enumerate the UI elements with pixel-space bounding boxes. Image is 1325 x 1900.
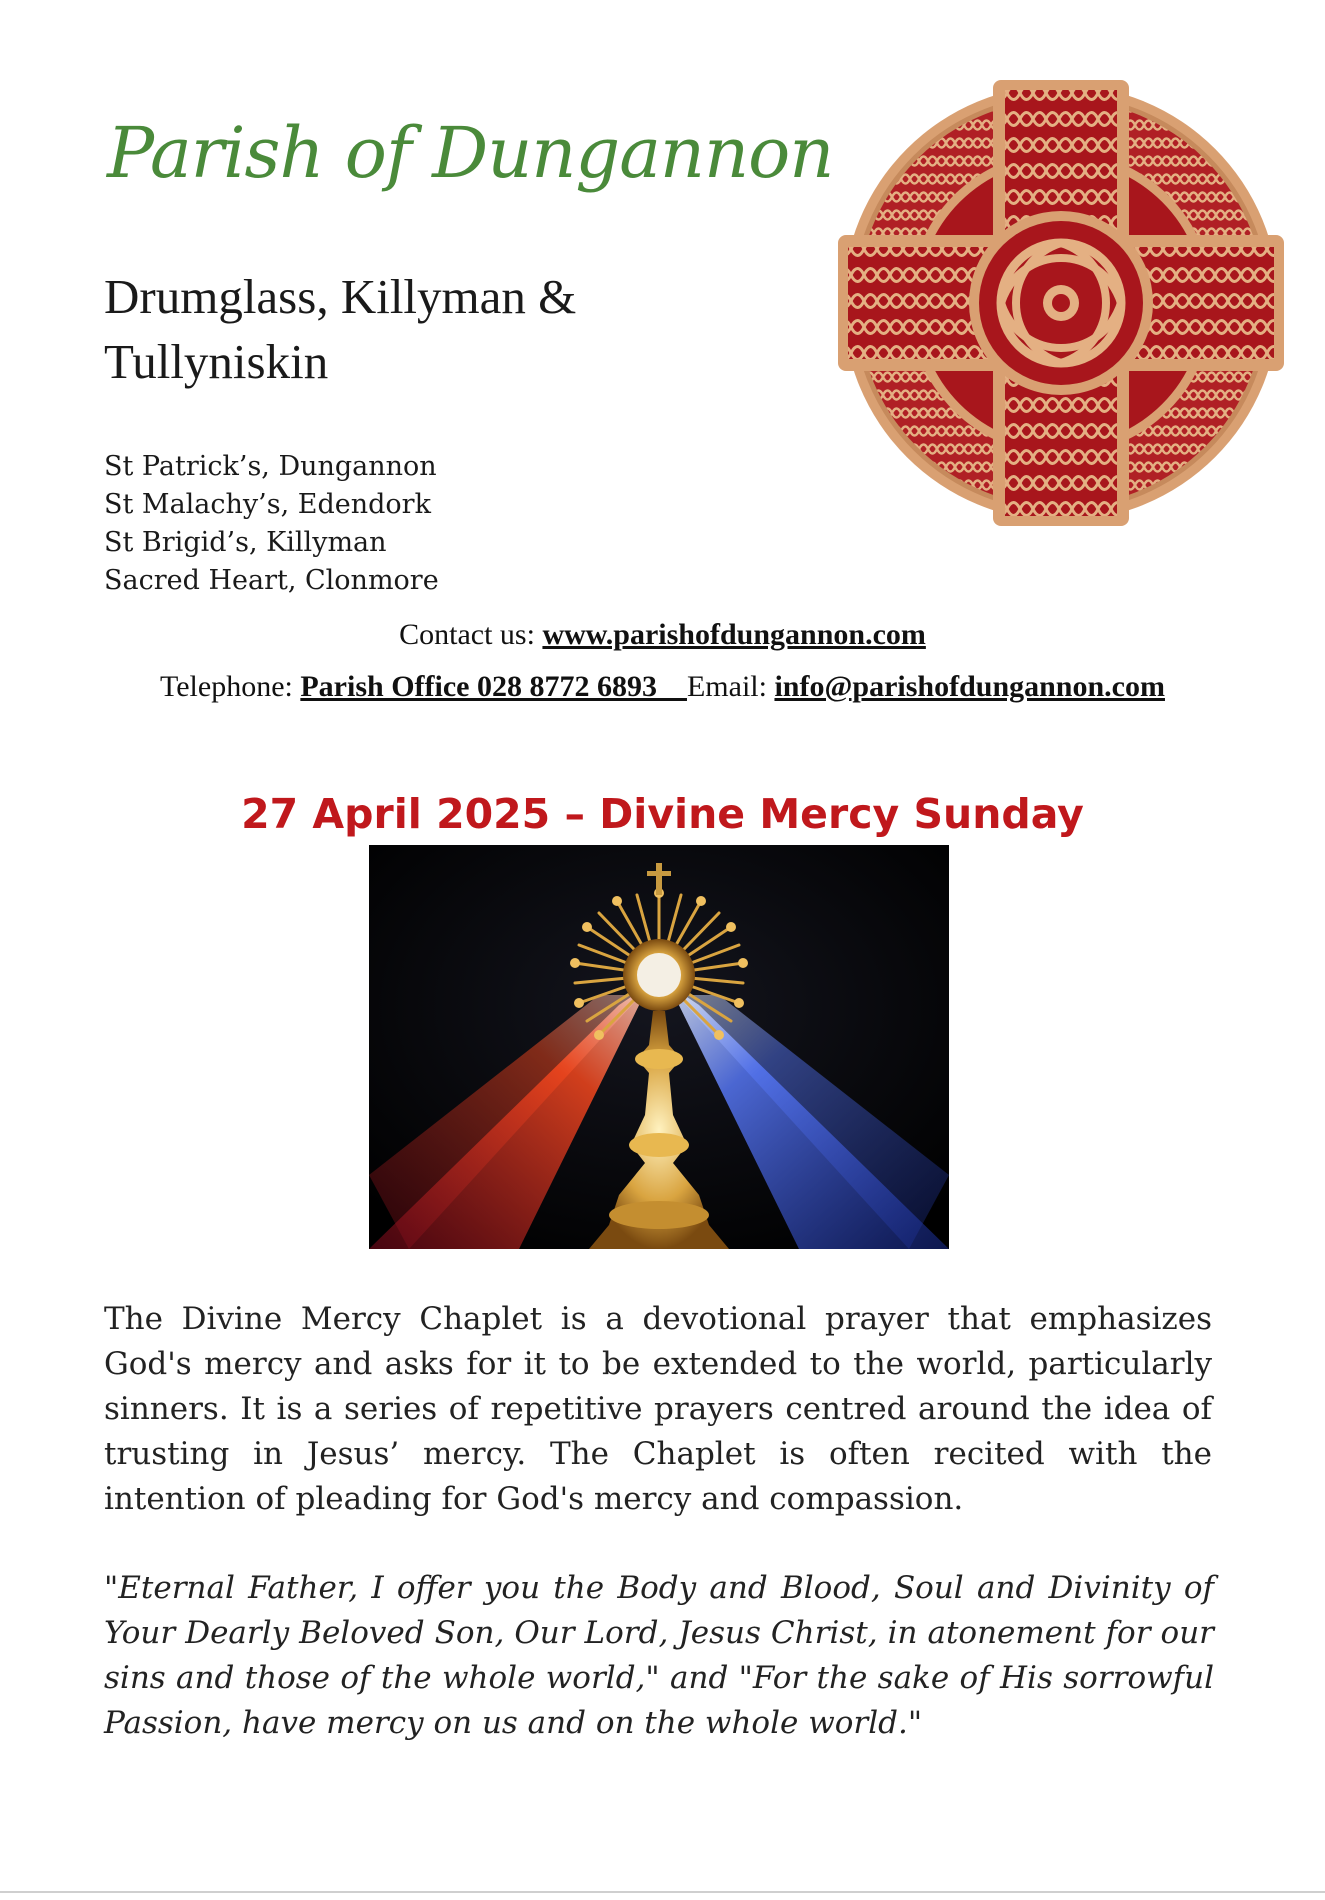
celtic-cross-icon: [838, 80, 1284, 526]
church-item: St Brigid’s, Killyman: [104, 527, 387, 558]
date-heading: 27 April 2025 – Divine Mercy Sunday: [241, 790, 1084, 838]
page-bottom-divider: [0, 1891, 1325, 1893]
contact-phone-email-line: [0, 670, 1325, 704]
email-label: Email:: [686, 670, 775, 703]
church-item: Sacred Heart, Clonmore: [104, 565, 439, 596]
website-link[interactable]: www.parishofdungannon.com: [542, 618, 926, 651]
parish-title: Parish of Dungannon: [107, 112, 834, 194]
church-list: [104, 448, 439, 600]
contact-website-line: [0, 618, 1325, 652]
church-item: St Patrick’s, Dungannon: [104, 451, 437, 482]
telephone-label: Telephone:: [160, 670, 301, 703]
chaplet-description: The Divine Mercy Chaplet is a devotional prayer that emphasizes God's mercy and asks for it to be extended to the world, particularly sinners. It is a series of repetitive prayers centred around the idea of trusting in Jesus’ mercy. The Chaplet is often recited with the intention of pleading for God's mercy and compassion.: [104, 1301, 1212, 1517]
subtitle-line-2: Tullyniskin: [104, 334, 329, 389]
phone-link[interactable]: Parish Office 028 8772 6893: [300, 670, 687, 703]
chaplet-prayer-quote: "Eternal Father, I offer you the Body and Blood, Soul and Divinity of Your Dearly Beloved Son, Our Lord, Jesus Christ, in atonement for our sins and those of the whole world," and "For the sake of His sorrowful Passion, have mercy on us and on the whole world.": [104, 1570, 1214, 1741]
monstrance-divine-mercy-image: [369, 845, 949, 1249]
church-item: St Malachy’s, Edendork: [104, 489, 431, 520]
contact-label: Contact us:: [399, 618, 543, 651]
email-link[interactable]: info@parishofdungannon.com: [774, 670, 1165, 703]
parish-subtitle: [104, 264, 576, 394]
subtitle-line-1: Drumglass, Killyman &: [104, 269, 577, 324]
